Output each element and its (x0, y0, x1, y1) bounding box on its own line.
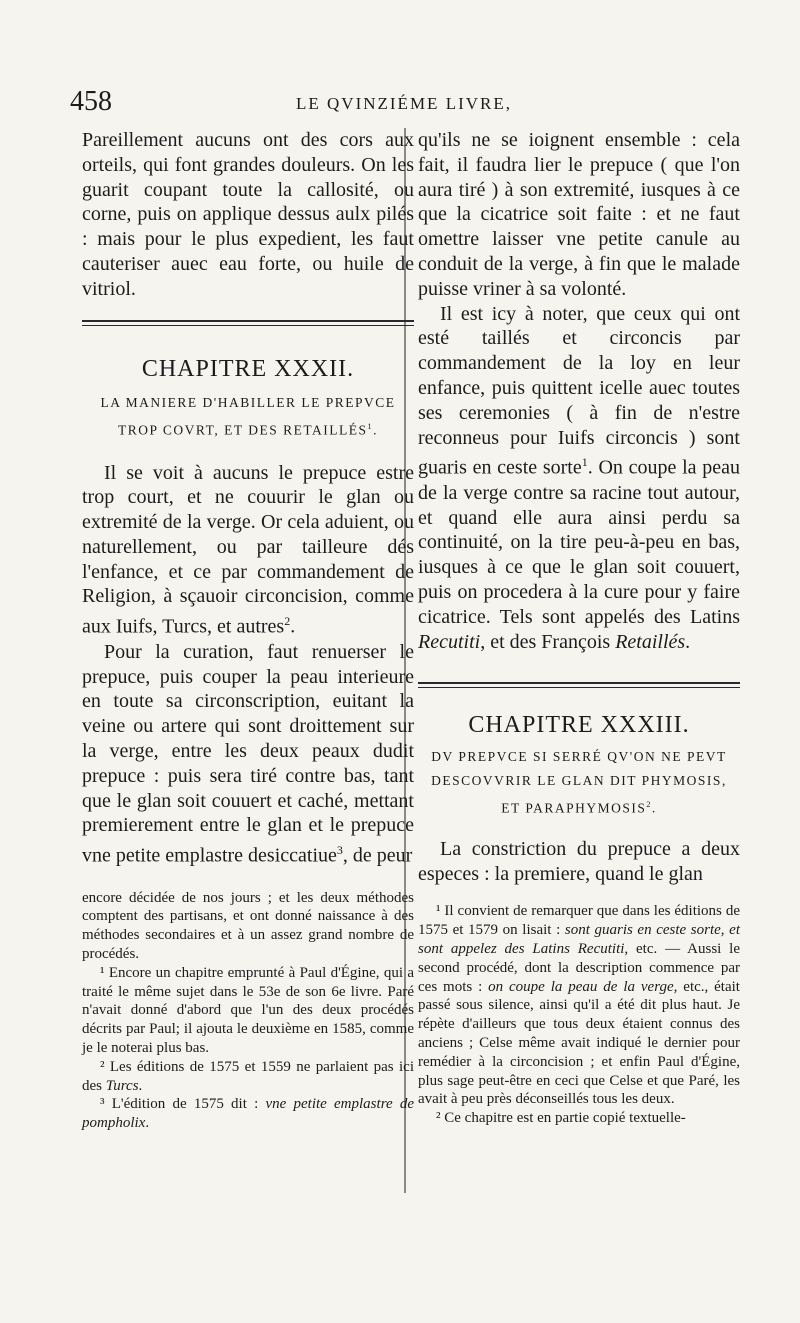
footnote-3: ³ L'édition de 1575 dit : vne petite emplastre de pompholix. (82, 1096, 414, 1132)
chapter-32-subtitle-line-2: TROP COVRT, ET DES RETAILLÉS$^1$. (118, 422, 378, 438)
chapter-33-title: CHAPITRE XXXIII. (468, 712, 690, 739)
right-paragraph-2: Il est icy à noter, que ceux qui ont esté taillés et circoncis par commandement de la loy en leur enfance, puis quittent icelle auec toutes ses ceremonies ( à fin de n'estre reconneus pour Iuifs circoncis ) sont guaris en ceste sorte$^1$. On coupe la peau de la verge contre sa racine tout autour, et quand elle aura ainsi perdu sa continuité, on la tire peu-à-peu en bas, iusques à ce que le glan soit couuert, puis on procedera à la cure pour y faire cicatrice. Tels sont appelés des Latins Recutiti, et des François Retaillés. (418, 302, 740, 653)
right-paragraph-1: qu'ils ne se ioignent ensemble : cela fait, il faudra lier le prepuce ( que l'on aura tiré ) à son extremité, iusques à ce que la cicatrice soit faite : et ne faut omettre laisser vne petite canule au conduit de la verge, à fin que le malade puisse vriner à sa volonté. (418, 129, 740, 300)
right-paragraph-3: La constriction du prepuce a deux especes : la premiere, quand le glan (418, 837, 740, 885)
footnote-2: ² Les éditions de 1575 et 1559 ne parlaient pas ici des Turcs. (82, 1058, 414, 1094)
footnote-2: ² Ce chapitre est en partie copié textuelle- (436, 1110, 686, 1127)
chapter-32-title: CHAPITRE XXXII. (141, 356, 355, 382)
running-head: LE QVINZIÉME LIVRE, (296, 94, 512, 113)
left-paragraph-2: Il se voit à aucuns le prepuce estre trop court, et ne couurir le glan ou extremité de la verge. Or cela aduient, ou naturellement, ou par tailleure dés l'enfance, et ce par commandement de Religion, à sçauoir circoncision, comme aux Iuifs, Turcs, et autres$^2$. (82, 461, 414, 638)
footnote-1: ¹ Il convient de remarquer que dans les éditions de 1575 et 1579 on lisait : sont guaris en ceste sorte, et sont appelez des Latins Recutiti, etc. — Aussi le second procédé, dont la description commence par ces mots : on coupe la peau de la verge, etc., était passé sous silence, ainsi qu'il a été dit plus haut. Je répète d'ailleurs que tous deux étaient connus des anciens ; Celse même avait indiqué le dernier pour remédier à la circoncision ; et enfin Paul d'Égine, plus sage peut-être en ceci que Celse et que Paré, les avait à peu près déconseillés tous les deux. (418, 903, 741, 1108)
note-ref: 1 (367, 422, 374, 431)
page-number: 458 (70, 86, 112, 117)
note-ref: 2 (284, 614, 291, 629)
chapter-33-subtitle-line-1: DV PREPVCE SI SERRÉ QV'ON NE PEVT (431, 749, 727, 765)
chapter-33-subtitle-line-2: DESCOVVRIR LE GLAN DIT PHYMOSIS, (431, 773, 727, 789)
note-ref: 3 (336, 843, 343, 858)
right-column (418, 128, 740, 1128)
page-header (70, 86, 760, 122)
note-ref: 1 (581, 455, 588, 470)
left-column (82, 128, 414, 1133)
note-ref: 2 (646, 800, 652, 810)
footnote-1: ¹ Encore un chapitre emprunté à Paul d'Égine, qui a traité le même sujet dans le 53e de son 6e livre. Paré n'avait donné d'abord que l'un des deux procédés décrits par Paul; il ajouta le deuxième en 1585, comme je le noterai plus bas. (82, 964, 414, 1056)
chapter-33-subtitle-line-3: ET PARAPHYMOSIS$^2$. (501, 800, 657, 816)
left-paragraph-1: Pareillement aucuns ont des cors aux orteils, qui font grandes douleurs. On les guarit coupant toute la callosité, ou corne, puis on applique dessus aulx pilés : mais pour le plus expedient, les faut cauteriser auec eau forte, ou huile de vitriol. (82, 129, 414, 300)
left-paragraph-3: Pour la curation, faut renuerser le prepuce, puis couper la peau interieure en toute sa circonscription, euitant la veine ou artere qui sont droittement sur la verge, entre les deux peaux dudit prepuce : puis sera tiré contre bas, tant que le glan soit couuert et caché, mettant premierement entre le glan et le prepuce vne petite emplastre desiccatiue$^3$, de peur (82, 640, 414, 867)
chapter-32-subtitle-line-1: LA MANIERE D'HABILLER LE PREPVCE (100, 395, 396, 410)
footnote-continued: encore décidée de nos jours ; et les deux méthodes comptent des partisans, et ont donné naissance à des méthodes secondaires et à un assez grand nombre de procédés. (82, 889, 414, 962)
